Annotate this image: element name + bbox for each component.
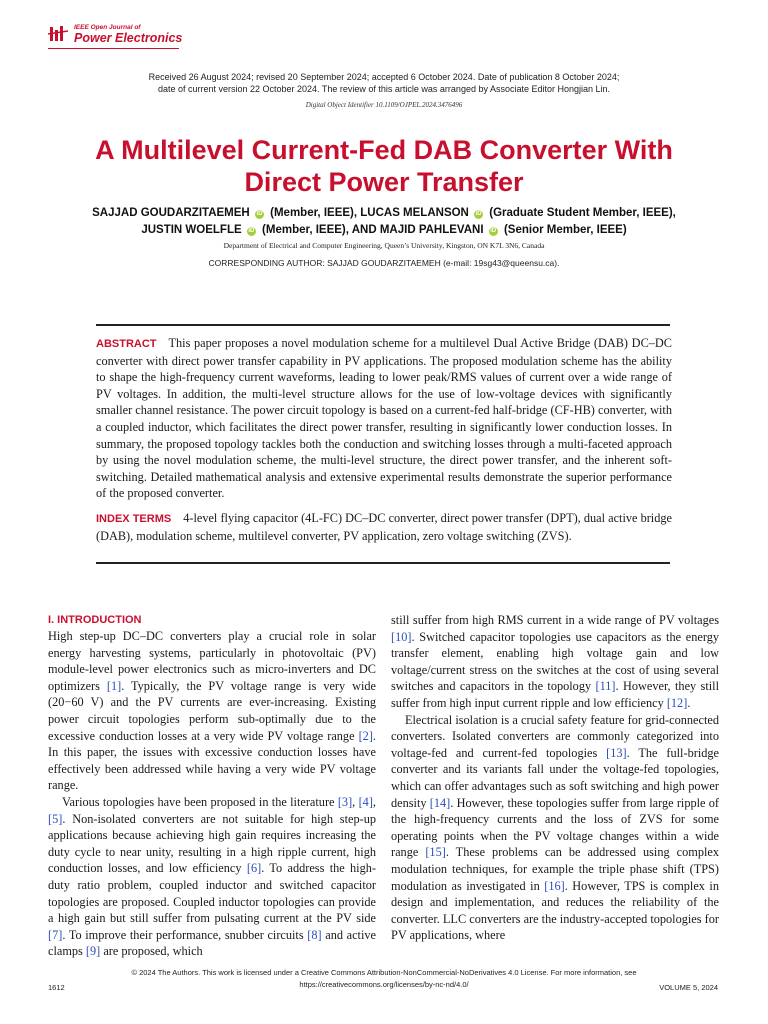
doi: Digital Object Identifier 10.1109/OJPEL.2024.3476496: [305, 101, 463, 109]
header-rule: [48, 48, 179, 49]
paragraph: Various topologies have been proposed in the literature [3], [4], [5]. Non-isolated converters are not suitable for high step-up applications because achieving high gain requires increasing the duty cycle to near unity, resulting in a high ripple current, high conduction losses, and low efficiency [6]. To address the high-duty ratio problem, coupled inductor and switched capacitor topologies are proposed. Coupled inductor topologies can provide a high gain but still suffer from pulsating current at the PV side [7]. To improve their performance, snubber circuits [8] and active clamps [9] are proposed, which: [48, 794, 377, 959]
abstract-label: ABSTRACT: [96, 338, 157, 350]
citation-link[interactable]: [14]: [429, 795, 451, 810]
index-terms-text: 4-level flying capacitor (4L-FC) DC–DC converter, direct power transfer (DPT), dual active bridge (DAB), modulation scheme, multilevel converter, PV application, zero voltage switching (ZVS).: [96, 511, 672, 543]
abstract-bottom-rule: [96, 562, 670, 564]
author-list: [0, 205, 768, 239]
citation-link[interactable]: [6]: [246, 861, 262, 876]
citation-link[interactable]: [10]: [391, 629, 412, 644]
citation-link[interactable]: [8]: [307, 927, 322, 942]
citation-link[interactable]: [16]: [544, 878, 565, 893]
paragraph: still suffer from high RMS current in a wide range of PV voltages [10]. Switched capacitor topologies use capacitors as the energy transfer element, enabling high voltage gain and low voltage/current stress on the switches at the cost of using several switches and capacitors in the topology [11]. However, they still suffer from high input current ripple and low efficiency [12].: [391, 613, 719, 710]
citation-link[interactable]: [12]: [666, 695, 688, 710]
page-number: 1612: [48, 983, 65, 992]
paper-title: A Multilevel Current-Fed DAB Converter With Direct Power Transfer: [95, 135, 673, 197]
citation-link[interactable]: [3]: [337, 794, 353, 809]
orcid-icon[interactable]: iD: [490, 228, 497, 234]
index-terms-label: INDEX TERMS: [96, 513, 172, 525]
paragraph: Electrical isolation is a crucial safety feature for grid-connected converters. Isolated converters are commonly categorized into voltage-fed and current-fed topologies [13]. The full-bridge converter and its variants fall under the voltage-fed topologies, which can offer advantages such as soft switching and high power density [14]. However, these topologies suffer from large ripple of the high-frequency currents and the loss of ZVS for some operating points when the PV voltage changes within a wide range [15]. These problems can be addressed using complex modulation techniques, for example the triple phase shift (TPS) modulation as investigated in [16]. However, TPS is complex in design and implementation, and reduces the reliability of the converter. LLC converters are the industry-accepted topologies for PV applications, where: [391, 712, 719, 943]
license-url[interactable]: https://creativecommons.org/licenses/by-nc-nd/4.0/: [299, 980, 469, 989]
citation-link[interactable]: [9]: [85, 944, 101, 959]
left-column: [48, 612, 376, 960]
license-text: © 2024 The Authors. This work is licensed under a Creative Commons Attribution-NonCommercial-NoDerivatives 4.0 License. For more information, see: [131, 968, 637, 977]
pels-logo-icon: [48, 25, 68, 43]
journal-logo: [48, 24, 182, 45]
citation-link[interactable]: [2]: [358, 728, 373, 743]
author-name: SAJJAD GOUDARZITAEMEH: [92, 207, 250, 219]
journal-name: Power Electronics: [74, 31, 183, 45]
citation-link[interactable]: [4]: [358, 794, 373, 809]
paragraph: High step-up DC–DC converters play a crucial role in solar energy harvesting systems, particularly in photovoltaic (PV) module-level power electronics such as micro-inverters and DC optimizers [1]. Typically, the PV voltage range is very wide (20−60 V) and the PV currents are ever-increasing. Existing power circuit topologies perform sub-optimally due to the excessive conduction losses at a very wide PV voltage range [2]. In this paper, the issues with excessive conduction losses have effectively been addressed while having a very wide PV voltage range.: [48, 629, 376, 793]
orcid-icon[interactable]: iD: [256, 211, 263, 217]
section-heading: I. INTRODUCTION: [48, 614, 142, 626]
abstract: [96, 335, 672, 502]
citation-link[interactable]: [5]: [48, 811, 63, 826]
abstract-text: This paper proposes a novel modulation scheme for a multilevel Dual Active Bridge (DAB) DC–DC converter with direct power transfer capability in PV applications. The proposed modulation scheme has the ability to shape the high-frequency current waveforms, leading to lower peak/RMS values of current over a wide range of PV voltages. In addition, the multi-level structure allows for the use of low-voltage devices with significantly smaller channel resistance. The power circuit topology is based on a current-fed half-bridge (CF-HB) converter, with a coupled inductor, which facilitates the direct power transfer, resulting in significantly lower conduction losses. In summary, the proposed topology tackles both the conduction and switching losses through a multi-faceted approach by using the novel modulation scheme, the multi-level structure, the direct power transfer, and the inherent soft-switching. Detailed mathematical analysis and extensive experimental results demonstrate the superior performance of the proposed converter.: [96, 336, 672, 501]
license-footer: [0, 967, 768, 991]
author-name: JUSTIN WOELFLE: [141, 224, 242, 236]
author-role: (Member, IEEE), LUCAS MELANSON: [270, 207, 469, 219]
journal-small-title: IEEE Open Journal of: [74, 24, 141, 31]
orcid-icon[interactable]: iD: [248, 228, 255, 234]
citation-link[interactable]: [7]: [48, 927, 63, 942]
citation-link[interactable]: [15]: [425, 845, 446, 860]
citation-link[interactable]: [13]: [606, 745, 627, 760]
index-terms: [96, 510, 672, 544]
author-role: (Senior Member, IEEE): [503, 224, 627, 236]
received-dates: Received 26 August 2024; revised 20 September 2024; accepted 6 October 2024. Date of publication 8 October 2024; date of current version 22 October 2024. The review of this article was arranged by Associate Editor Hongjian Lin.: [148, 72, 620, 94]
citation-link[interactable]: [11]: [595, 679, 616, 694]
author-role: (Graduate Student Member, IEEE),: [489, 207, 676, 219]
right-column: [391, 612, 719, 944]
orcid-icon[interactable]: iD: [475, 211, 482, 217]
volume-info: VOLUME 5, 2024: [659, 983, 718, 992]
abstract-top-rule: [96, 324, 670, 326]
corresponding-author: CORRESPONDING AUTHOR: SAJJAD GOUDARZITAEMEH (e-mail: 19sg43@queensu.ca).: [208, 258, 560, 268]
citation-link[interactable]: [1]: [106, 678, 122, 693]
affiliation: Department of Electrical and Computer Engineering, Queen’s University, Kingston, ON K7L 3N6, Canada: [223, 241, 545, 250]
author-role: (Member, IEEE), AND MAJID PAHLEVANI: [262, 224, 484, 236]
